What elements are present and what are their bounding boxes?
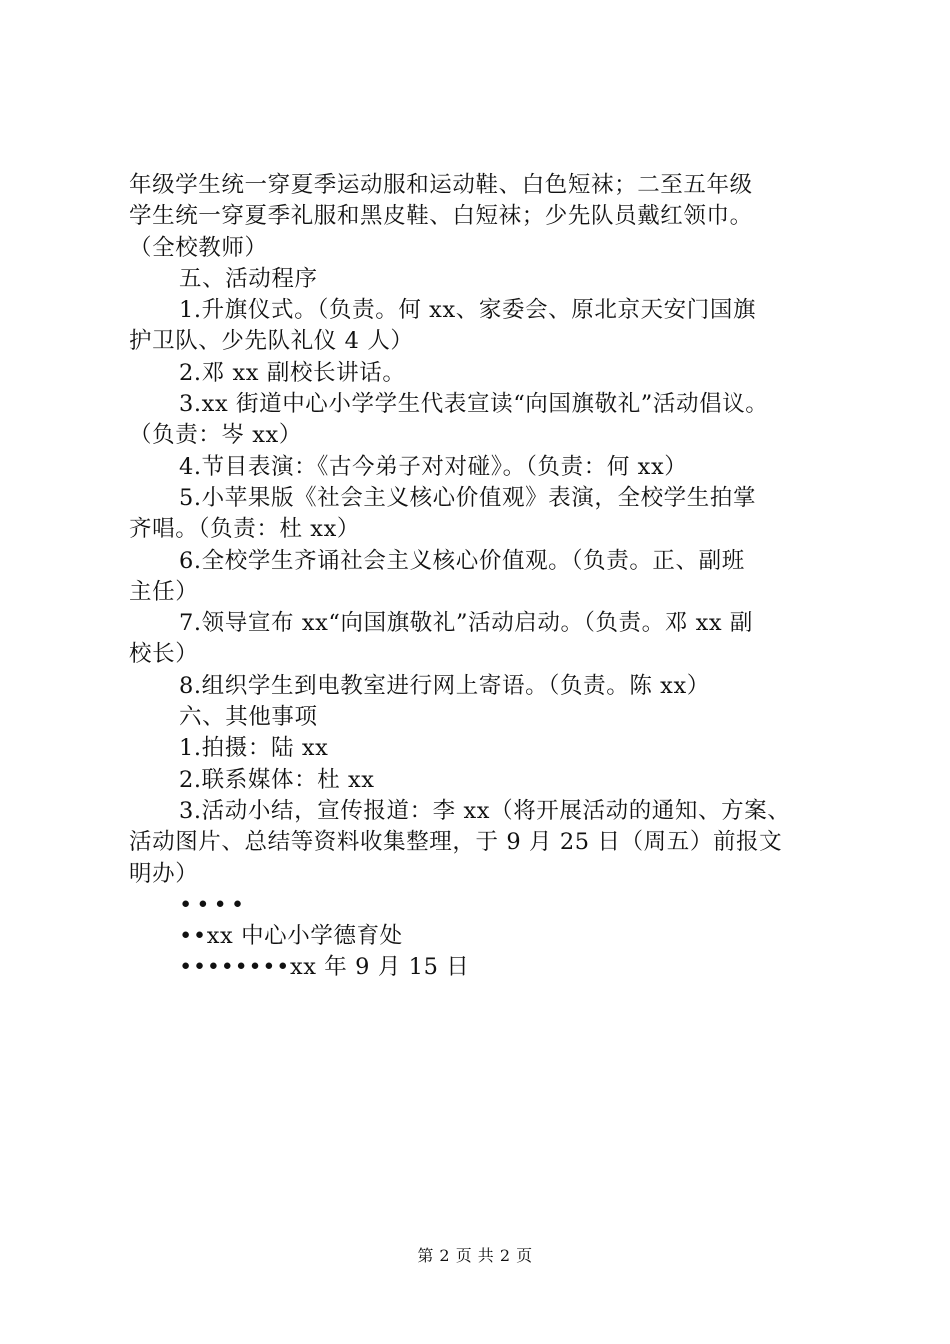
text-line: 3.xx 街道中心小学学生代表宣读“向国旗敬礼”活动倡议。	[179, 391, 769, 418]
text-line: 2.联系媒体：杜 xx	[179, 766, 375, 793]
section-heading: 六、其他事项	[179, 704, 318, 731]
text-line: 活动图片、总结等资料收集整理，于 9 月 25 日（周五）前报文	[129, 829, 783, 856]
text-line: 年级学生统一穿夏季运动服和运动鞋、白色短袜；二至五年级	[129, 172, 753, 198]
text-line: 主任）	[129, 578, 199, 605]
text-line: 校长）	[129, 641, 199, 668]
text-line: 2.邓 xx 副校长讲话。	[179, 359, 406, 386]
text-line: 5.小苹果版《社会主义核心价值观》表演，全校学生拍掌	[179, 484, 757, 511]
text-line: 护卫队、少先队礼仪 4 人）	[129, 328, 414, 355]
text-line: 3.活动小结，宣传报道：李 xx（将开展活动的通知、方案、	[179, 797, 791, 824]
text-line: 明办）	[129, 860, 199, 887]
text-line: 6.全校学生齐诵社会主义核心价值观。（负责。正、副班	[179, 547, 745, 574]
signature-date: ••••••••xx 年 9 月 15 日	[179, 954, 470, 981]
text-line: 1.升旗仪式。（负责。何 xx、家委会、原北京天安门国旗	[179, 297, 757, 324]
bullet-dots: ••••	[179, 891, 249, 918]
text-line: （全校教师）	[129, 234, 268, 261]
document-body	[129, 170, 834, 984]
text-line: 学生统一穿夏季礼服和黑皮鞋、白短袜；少先队员戴红领巾。	[129, 203, 753, 230]
page-number-footer: 第 2 页 共 2 页	[417, 1246, 533, 1265]
text-line: 8.组织学生到电教室进行网上寄语。（负责。陈 xx）	[179, 672, 710, 699]
text-line: 1.拍摄：陆 xx	[179, 735, 329, 762]
text-line: 4.节目表演：《古今弟子对对碰》。（负责：何 xx）	[179, 453, 688, 480]
text-line: （负责：岑 xx）	[129, 422, 302, 449]
text-line: 7.领导宣布 xx“向国旗敬礼”活动启动。（负责。邓 xx 副	[179, 610, 754, 637]
section-heading: 五、活动程序	[179, 265, 318, 292]
text-line: 齐唱。（负责：杜 xx）	[129, 516, 360, 543]
signature-org: ••xx 中心小学德育处	[179, 923, 403, 950]
